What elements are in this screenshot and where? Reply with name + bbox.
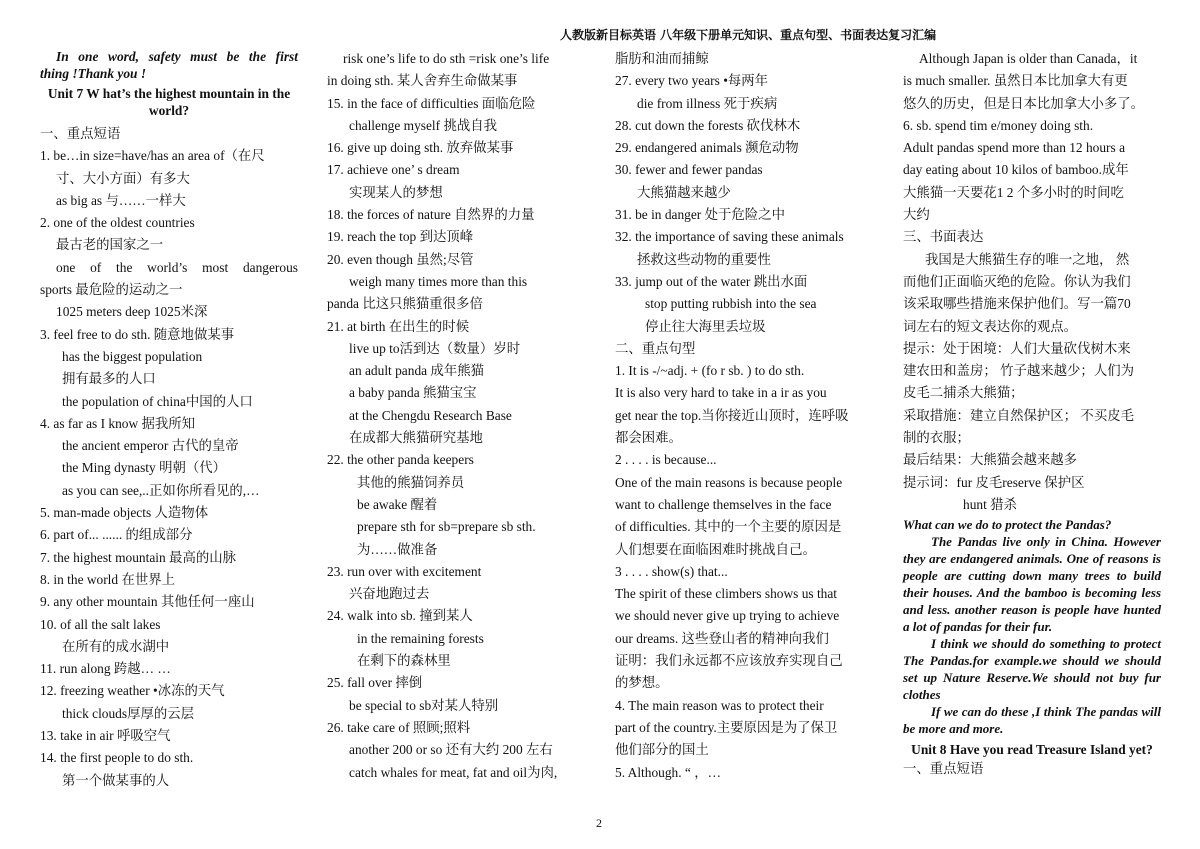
phrase-line: 19. reach the top 到达顶峰 bbox=[327, 229, 474, 245]
phrase-line: 26. take care of 照顾;照料 bbox=[327, 719, 471, 735]
phrase-line: thick clouds厚厚的云层 bbox=[62, 705, 195, 721]
phrase-line: 4. as far as I know 据我所知 bbox=[40, 415, 196, 431]
phrase-line: weigh many times more than this bbox=[349, 273, 528, 289]
phrase-line: 1. be…in size=have/has an area of（在尺 bbox=[40, 148, 265, 164]
phrase-line: another 200 or so 还有大约 200 左右 bbox=[349, 742, 553, 758]
phrase-line: 寸、大小方面）有多大 bbox=[56, 170, 190, 186]
page-number: 2 bbox=[596, 816, 602, 830]
phrase-line: stop putting rubbish into the sea bbox=[645, 296, 817, 312]
phrase-line: a baby panda 熊猫宝宝 bbox=[349, 385, 477, 401]
sentence-line: day eating about 10 kilos of bamboo.成年 bbox=[903, 162, 1129, 178]
phrase-line: in doing sth. 某人舍弃生命做某事 bbox=[327, 73, 518, 89]
writing-prompt-line: 制的衣服； bbox=[903, 430, 970, 446]
phrase-line: one of the world’s most dangerous bbox=[56, 259, 298, 275]
phrase-line: as you can see,..正如你所看见的,… bbox=[62, 482, 260, 498]
phrase-line: 17. achieve one’ s dream bbox=[327, 162, 460, 178]
phrase-line: 15. in the face of difficulties 面临危险 bbox=[327, 95, 536, 111]
sentence-line: 大熊猫一天要花1 2 个多小时的时间吃 bbox=[903, 184, 1124, 200]
phrase-line: in the remaining forests bbox=[357, 630, 484, 646]
phrase-line: the ancient emperor 古代的皇帝 bbox=[62, 438, 239, 454]
safety-motto-line1: In one word, safety must be the first bbox=[56, 49, 298, 64]
phrase-line: 实现某人的梦想 bbox=[349, 184, 443, 200]
sentence-line: 6. sb. spend tim e/money doing sth. bbox=[903, 117, 1094, 133]
sentence-line: is much smaller. 虽然日本比加拿大有更 bbox=[903, 73, 1128, 89]
unit7-title-cont: world? bbox=[148, 103, 190, 118]
phrase-line: the Ming dynasty 明朝（代） bbox=[62, 460, 227, 476]
column-4 bbox=[903, 48, 1161, 781]
phrase-line: 21. at birth 在出生的时候 bbox=[327, 318, 470, 334]
section-heading-sentences: 二、重点句型 bbox=[615, 340, 696, 356]
sentence-line: The spirit of these climbers shows us that bbox=[615, 586, 838, 602]
sentence-line: 悠久的历史，但是日本比加拿大小多了。 bbox=[903, 95, 1145, 111]
phrase-line: catch whales for meat, fat and oil为肉, bbox=[349, 764, 558, 780]
sentence-line: 的梦想。 bbox=[615, 675, 669, 691]
sentence-line: get near the top.当你接近山顶时，连呼吸 bbox=[615, 407, 849, 423]
phrase-line: prepare sth for sb=prepare sb sth. bbox=[357, 519, 536, 535]
phrase-line: as big as 与……一样大 bbox=[56, 192, 186, 208]
section-heading-writing: 三、书面表达 bbox=[903, 229, 984, 245]
phrase-line: 11. run along 跨越… … bbox=[40, 661, 171, 677]
phrase-line: 18. the forces of nature 自然界的力量 bbox=[327, 207, 535, 223]
phrase-line: 13. take in air 呼吸空气 bbox=[40, 728, 171, 744]
phrase-line: 25. fall over 摔倒 bbox=[327, 675, 423, 691]
sentence-line: It is also very hard to take in a ir as you bbox=[615, 385, 827, 401]
phrase-line: 6. part of... ...... 的组成部分 bbox=[40, 527, 193, 543]
phrase-line: 31. be in danger 处于危险之中 bbox=[615, 207, 785, 223]
sentence-line: 人们想要在面临困难时挑战自己。 bbox=[615, 541, 816, 557]
phrase-line: 第一个做某事的人 bbox=[62, 772, 170, 788]
phrase-line: 30. fewer and fewer pandas bbox=[615, 162, 763, 178]
phrase-line: 在剩下的森林里 bbox=[357, 653, 451, 669]
phrase-line: 32. the importance of saving these animals bbox=[615, 229, 844, 245]
essay-paragraph: The Pandas live only in China. However they are endangered animals. One of reasons is people are cutting down many trees to build their houses. And the bamboo is becoming less and less. another reason is people have hunted a lot of pandas for their fur. bbox=[903, 534, 1161, 635]
sentence-line: Adult pandas spend more than 12 hours a bbox=[903, 140, 1126, 156]
phrase-line: 16. give up doing sth. 放弃做某事 bbox=[327, 140, 514, 156]
phrase-line: 在所有的成水湖中 bbox=[62, 638, 170, 654]
phrase-line: 27. every two years •每两年 bbox=[615, 73, 769, 89]
sentence-line: we should never give up trying to achieve bbox=[615, 608, 840, 624]
writing-prompt-line: 该采取哪些措施来保护他们。写一篇70 bbox=[903, 296, 1131, 312]
phrase-line: 10. of all the salt lakes bbox=[40, 616, 161, 632]
phrase-line: 拯救这些动物的重要性 bbox=[637, 251, 771, 267]
phrase-line: die from illness 死于疾病 bbox=[637, 95, 778, 111]
page-header: 人教版新目标英语 八年级下册单元知识、重点句型、书面表达复习汇编 bbox=[560, 28, 937, 42]
phrase-line: 拥有最多的人口 bbox=[62, 371, 156, 387]
sentence-line: of difficulties. 其中的一个主要的原因是 bbox=[615, 519, 842, 535]
essay-title: What can we do to protect the Pandas? bbox=[903, 517, 1112, 533]
phrase-line: panda 比这只熊猫重很多倍 bbox=[327, 296, 483, 312]
sentence-line: part of the country.主要原因是为了保卫 bbox=[615, 719, 838, 735]
unit8-title: Unit 8 Have you read Treasure Island yet? bbox=[911, 742, 1153, 758]
phrase-line: 29. endangered animals 濒危动物 bbox=[615, 140, 799, 156]
writing-prompt-line: 提示词：fur 皮毛reserve 保护区 bbox=[903, 474, 1085, 490]
phrase-line: challenge myself 挑战自我 bbox=[349, 117, 498, 133]
sentence-line: our dreams. 这些登山者的精神向我们 bbox=[615, 630, 829, 646]
phrase-line: 8. in the world 在世界上 bbox=[40, 571, 176, 587]
phrase-line: the population of china中国的人口 bbox=[62, 393, 253, 409]
writing-prompt-line: 最后结果：大熊猫会越来越多 bbox=[903, 452, 1078, 468]
phrase-line: 为……做准备 bbox=[357, 541, 438, 557]
phrase-line: 20. even though 虽然;尽管 bbox=[327, 251, 474, 267]
phrase-line: be awake 醒着 bbox=[357, 496, 438, 512]
writing-prompt-line: 皮毛二捕杀大熊猫； bbox=[903, 385, 1024, 401]
section-heading-phrases: 一、重点短语 bbox=[40, 126, 121, 141]
phrase-line: 22. the other panda keepers bbox=[327, 452, 474, 468]
phrase-line: live up to活到达（数量）岁时 bbox=[349, 340, 521, 356]
phrase-line: 9. any other mountain 其他任何一座山 bbox=[40, 594, 255, 610]
sentence-line: 5. Although. “ ，… bbox=[615, 764, 722, 780]
column-2 bbox=[327, 48, 585, 784]
section-heading-phrases: 一、重点短语 bbox=[903, 761, 984, 777]
phrase-line: 12. freezing weather •冰冻的天气 bbox=[40, 683, 225, 699]
sentence-line: 证明：我们永远都不应该放弃实现自己 bbox=[615, 653, 843, 669]
phrase-line: 3. feel free to do sth. 随意地做某事 bbox=[40, 326, 235, 342]
phrase-line: 脂肪和油而捕鲸 bbox=[615, 51, 709, 66]
writing-prompt-line: 我国是大熊猫生存的唯一之地， 然 bbox=[925, 251, 1130, 267]
phrase-line: 2. one of the oldest countries bbox=[40, 215, 195, 231]
writing-prompt-line: 建农田和盖房； 竹子越来越少；人们为 bbox=[903, 363, 1134, 379]
essay-paragraph: I think we should do something to protect The Pandas.for example.we should we should set up Nature Reserve.We should not buy fur clothes bbox=[903, 636, 1161, 703]
phrase-line: has the biggest population bbox=[62, 348, 203, 364]
column-1 bbox=[40, 48, 298, 792]
sentence-line: 2 . . . . is because... bbox=[615, 452, 717, 468]
sentence-line: 他们部分的国土 bbox=[615, 742, 709, 758]
essay-paragraph: If we can do these ,I think The pandas will be more and more. bbox=[903, 704, 1161, 737]
phrase-line: 7. the highest mountain 最高的山脉 bbox=[40, 549, 237, 565]
phrase-line: be special to sb对某人特别 bbox=[349, 697, 499, 713]
sentence-line: 4. The main reason was to protect their bbox=[615, 697, 824, 713]
writing-prompt-line: 采取措施：建立自然保护区； 不买皮毛 bbox=[903, 407, 1134, 423]
phrase-line: risk one’s life to do sth =risk one’s life bbox=[343, 51, 550, 66]
sentence-line: want to challenge themselves in the face bbox=[615, 496, 832, 512]
phrase-line: at the Chengdu Research Base bbox=[349, 407, 512, 423]
phrase-line: 23. run over with excitement bbox=[327, 563, 482, 579]
sentence-line: 1. It is -/~adj. + (fo r sb. ) to do sth. bbox=[615, 363, 805, 379]
writing-prompt-line: 提示：处于困境：人们大量砍伐树木来 bbox=[903, 340, 1131, 356]
phrase-line: an adult panda 成年熊猫 bbox=[349, 363, 484, 379]
phrase-line: 在成都大熊猫研究基地 bbox=[349, 430, 483, 446]
writing-prompt-line: hunt 猎杀 bbox=[963, 496, 1017, 512]
sentence-line: 都会困难。 bbox=[615, 430, 682, 446]
sentence-line: 3 . . . . show(s) that... bbox=[615, 563, 728, 579]
unit7-title: Unit 7 W hat’s the highest mountain in the bbox=[47, 86, 291, 101]
writing-prompt-line: 而他们正面临灭绝的危险。你认为我们 bbox=[903, 273, 1131, 289]
phrase-line: sports 最危险的运动之一 bbox=[40, 282, 183, 298]
sentence-line: 大约 bbox=[903, 207, 930, 223]
phrase-line: 1025 meters deep 1025米深 bbox=[56, 304, 208, 320]
phrase-line: 其他的熊猫饲养员 bbox=[357, 474, 465, 490]
phrase-line: 33. jump out of the water 跳出水面 bbox=[615, 273, 808, 289]
phrase-line: 28. cut down the forests 砍伐林木 bbox=[615, 117, 801, 133]
phrase-line: 14. the first people to do sth. bbox=[40, 750, 194, 766]
safety-motto-line2: thing !Thank you ! bbox=[40, 66, 147, 81]
sentence-line: One of the main reasons is because people bbox=[615, 474, 843, 490]
phrase-line: 24. walk into sb. 撞到某人 bbox=[327, 608, 473, 624]
phrase-line: 停止往大海里丢垃圾 bbox=[645, 318, 766, 334]
column-3 bbox=[615, 48, 875, 784]
phrase-line: 最古老的国家之一 bbox=[56, 237, 164, 253]
writing-prompt-line: 词左右的短文表达你的观点。 bbox=[903, 318, 1078, 334]
phrase-line: 兴奋地跑过去 bbox=[349, 586, 430, 602]
phrase-line: 5. man-made objects 人造物体 bbox=[40, 505, 209, 521]
sentence-line: Although Japan is older than Canada，it bbox=[919, 51, 1138, 66]
phrase-line: 大熊猫越来越少 bbox=[637, 184, 731, 200]
